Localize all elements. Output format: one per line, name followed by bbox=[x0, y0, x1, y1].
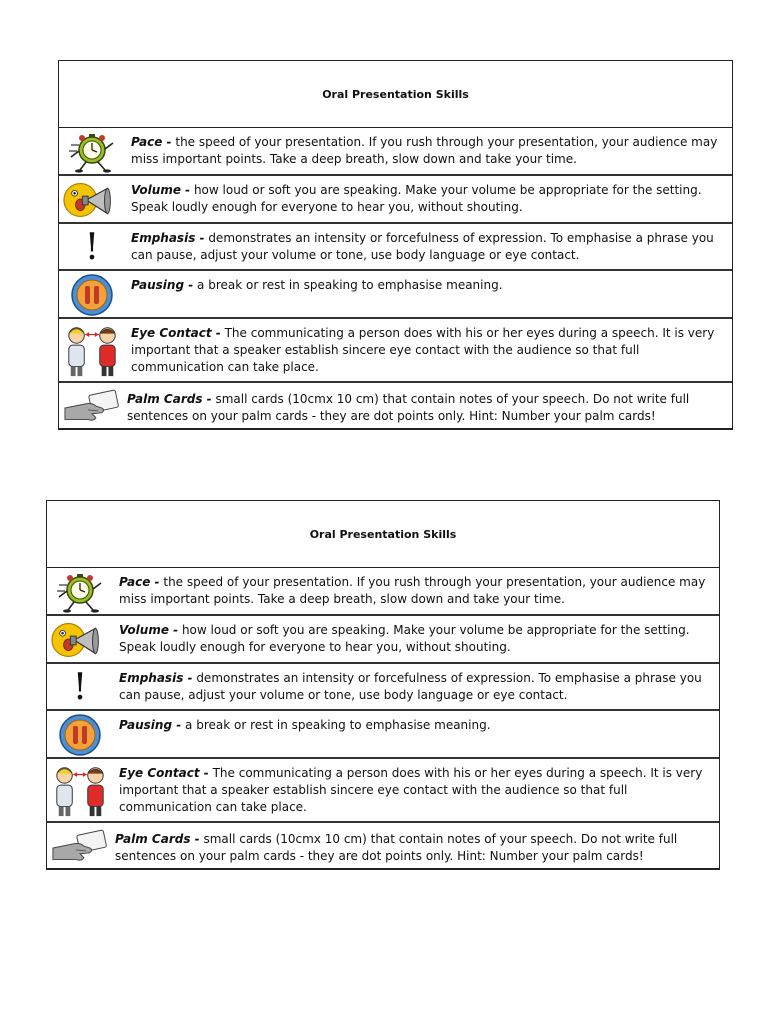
megaphone-face-icon bbox=[51, 619, 109, 661]
row-text bbox=[119, 574, 709, 608]
two-people-eye-contact-icon bbox=[51, 761, 109, 819]
row-pausing bbox=[59, 271, 732, 319]
row-text bbox=[119, 670, 709, 704]
term-label: Pace - bbox=[119, 575, 160, 589]
row-text bbox=[119, 765, 709, 816]
exclamation-icon bbox=[51, 667, 109, 709]
row-pace bbox=[47, 568, 719, 616]
row-pausing bbox=[47, 711, 719, 759]
row-text bbox=[119, 717, 709, 734]
megaphone-face-icon bbox=[63, 179, 121, 221]
pause-button-icon bbox=[51, 714, 109, 756]
term-label: Eye Contact - bbox=[131, 326, 221, 340]
two-people-eye-contact-icon bbox=[63, 321, 121, 379]
card-title: Oral Presentation Skills bbox=[309, 527, 457, 541]
exclamation-icon bbox=[63, 227, 121, 269]
term-description: the speed of your presentation. If you rush through your presentation, your audience may miss important points. Take a deep breath, slow down and take your time. bbox=[131, 135, 718, 166]
term-description: demonstrates an intensity or forcefulness of expression. To emphasise a phrase you can pause, adjust your volume or tone, use body language or eye contact. bbox=[119, 671, 702, 702]
row-text bbox=[119, 622, 709, 656]
card-title: Oral Presentation Skills bbox=[322, 87, 469, 101]
card-title-row bbox=[47, 501, 719, 568]
term-description: small cards (10cmx 10 cm) that contain notes of your speech. Do not write full sentences on your palm cards - they are dot points only. Hint: Number your palm cards! bbox=[115, 832, 678, 863]
row-emphasis bbox=[59, 224, 732, 271]
row-pace bbox=[59, 128, 732, 176]
pause-button-icon bbox=[63, 274, 121, 316]
term-label: Emphasis - bbox=[131, 231, 205, 245]
hand-holding-card-icon bbox=[51, 826, 109, 868]
card-title-row bbox=[59, 61, 732, 128]
term-description: The communicating a person does with his or her eyes during a speech. It is very important that a speaker establish sincere eye contact with the audience so that full communication can take place. bbox=[131, 326, 715, 374]
row-text bbox=[131, 134, 722, 168]
term-label: Volume - bbox=[131, 183, 191, 197]
row-volume bbox=[47, 616, 719, 664]
row-text bbox=[131, 325, 722, 376]
skills-card-1 bbox=[58, 60, 733, 430]
row-text bbox=[127, 391, 722, 425]
running-clock-icon bbox=[51, 571, 109, 613]
row-palm-cards bbox=[47, 823, 719, 871]
term-label: Eye Contact - bbox=[119, 766, 209, 780]
row-eye-contact bbox=[59, 319, 732, 383]
term-label: Pace - bbox=[131, 135, 172, 149]
term-description: a break or rest in speaking to emphasise meaning. bbox=[181, 718, 491, 732]
row-emphasis bbox=[47, 664, 719, 711]
term-description: small cards (10cmx 10 cm) that contain notes of your speech. Do not write full sentences on your palm cards - they are dot points only. Hint: Number your palm cards! bbox=[127, 392, 690, 423]
row-eye-contact bbox=[47, 759, 719, 823]
exclamation-glyph: ! bbox=[84, 227, 100, 268]
term-description: the speed of your presentation. If you rush through your presentation, your audience may miss important points. Take a deep breath, slow down and take your time. bbox=[119, 575, 706, 606]
row-text bbox=[131, 230, 722, 264]
term-description: a break or rest in speaking to emphasise meaning. bbox=[193, 278, 503, 292]
row-text bbox=[115, 831, 709, 865]
term-description: how loud or soft you are speaking. Make your volume be appropriate for the setting. Speak loudly enough for everyone to hear you, without shouting. bbox=[131, 183, 702, 214]
running-clock-icon bbox=[63, 131, 121, 173]
hand-holding-card-icon bbox=[63, 386, 121, 428]
row-palm-cards bbox=[59, 383, 732, 431]
exclamation-glyph: ! bbox=[72, 667, 88, 708]
term-description: how loud or soft you are speaking. Make your volume be appropriate for the setting. Speak loudly enough for everyone to hear you, without shouting. bbox=[119, 623, 690, 654]
term-label: Pausing - bbox=[131, 278, 194, 292]
term-description: demonstrates an intensity or forcefulness of expression. To emphasise a phrase you can pause, adjust your volume or tone, use body language or eye contact. bbox=[131, 231, 714, 262]
term-label: Volume - bbox=[119, 623, 179, 637]
term-label: Emphasis - bbox=[119, 671, 193, 685]
row-text bbox=[131, 182, 722, 216]
term-label: Pausing - bbox=[119, 718, 182, 732]
row-volume bbox=[59, 176, 732, 224]
row-text bbox=[131, 277, 722, 294]
skills-card-2 bbox=[46, 500, 720, 870]
term-description: The communicating a person does with his or her eyes during a speech. It is very important that a speaker establish sincere eye contact with the audience so that full communication can take place. bbox=[119, 766, 703, 814]
term-label: Palm Cards - bbox=[115, 832, 200, 846]
term-label: Palm Cards - bbox=[127, 392, 212, 406]
